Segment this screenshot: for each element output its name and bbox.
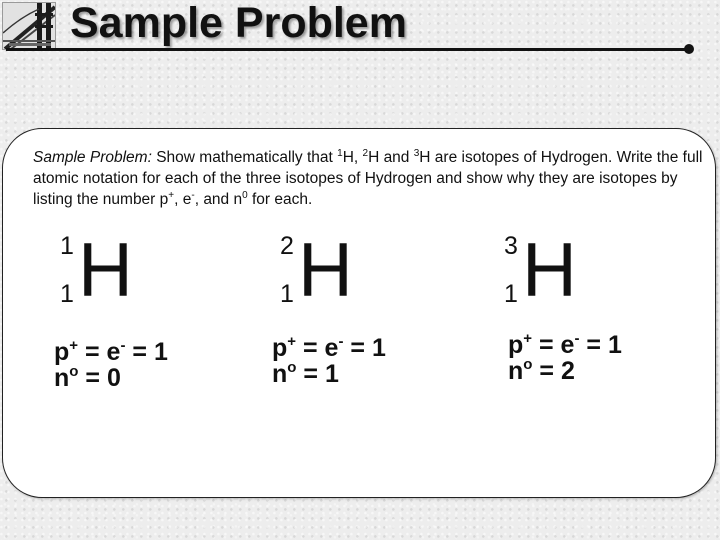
mass-number: 3 [504, 232, 518, 260]
calc-text: = e [78, 338, 121, 366]
calc-text: = e [532, 331, 575, 359]
calc-text: n [54, 364, 70, 392]
calc-text: n [272, 360, 288, 388]
element-symbol: H [298, 228, 353, 313]
calc-sup: + [287, 333, 297, 350]
calc-text: = [532, 357, 561, 385]
calc-text: n [508, 357, 524, 385]
element-symbol: H [78, 228, 133, 313]
problem-sup: 0 [242, 190, 248, 201]
isotope-block-h1 [54, 228, 280, 424]
calc-text: p [508, 331, 524, 359]
atomic-number: 1 [280, 280, 294, 308]
problem-sup: - [191, 190, 195, 201]
proton-electron-value: 1 [153, 338, 168, 366]
atomic-number: 1 [504, 280, 518, 308]
calc-sup: o [287, 359, 297, 376]
problem-sup: + [168, 190, 175, 201]
calc-sup: - [338, 333, 344, 350]
mass-number: 1 [60, 232, 74, 260]
calc-text: = e [296, 334, 339, 362]
neutron-line [54, 364, 121, 392]
calc-text: p [272, 334, 288, 362]
isotope-block-h2 [272, 228, 500, 424]
neutron-value: 2 [560, 357, 575, 385]
slide-title: Sample Problem [70, 0, 407, 47]
problem-text-part: , e [174, 191, 192, 208]
calc-sup: - [120, 337, 126, 354]
problem-text-part: H and [368, 149, 414, 166]
calc-sup: o [69, 363, 79, 380]
proton-electron-line [54, 338, 168, 366]
problem-panel [2, 128, 716, 498]
calc-text: = [343, 334, 372, 362]
problem-text-part: H, [342, 149, 363, 166]
proton-electron-value: 1 [607, 331, 622, 359]
problem-sup: 1 [337, 148, 343, 159]
calc-text: = [296, 360, 325, 388]
problem-text-part: , and n [194, 191, 243, 208]
calc-sup: + [523, 330, 533, 347]
title-divider-dot [684, 44, 694, 54]
problem-statement [33, 147, 703, 210]
neutron-line [272, 360, 339, 388]
mass-number: 2 [280, 232, 294, 260]
proton-electron-line [272, 334, 386, 362]
calc-text: p [54, 338, 70, 366]
calc-text: = [579, 331, 608, 359]
problem-sup: 3 [413, 148, 420, 159]
neutron-value: 0 [106, 364, 121, 392]
calc-text: = [78, 364, 107, 392]
problem-lead: Sample Problem: [33, 149, 152, 166]
element-symbol: H [522, 228, 577, 313]
title-divider [6, 48, 690, 51]
calc-sup: + [69, 337, 79, 354]
neutron-value: 1 [324, 360, 339, 388]
problem-sup: 2 [362, 148, 369, 159]
isotope-block-h3 [504, 228, 720, 424]
problem-text-part: for each. [247, 191, 313, 208]
bridge-logo-icon [2, 2, 56, 50]
neutron-line [508, 357, 575, 385]
atomic-number: 1 [60, 280, 74, 308]
proton-electron-line [508, 331, 622, 359]
calc-sup: o [523, 356, 533, 373]
problem-text-part: Show mathematically that [151, 149, 338, 166]
problem-text-part: H are isotopes of Hydrogen. Write the full atomic notation for each of the three isotopes of Hydrogen and show why they are isotopes by listing the number p [33, 149, 703, 208]
proton-electron-value: 1 [371, 334, 386, 362]
calc-text: = [125, 338, 154, 366]
calc-sup: - [574, 330, 580, 347]
